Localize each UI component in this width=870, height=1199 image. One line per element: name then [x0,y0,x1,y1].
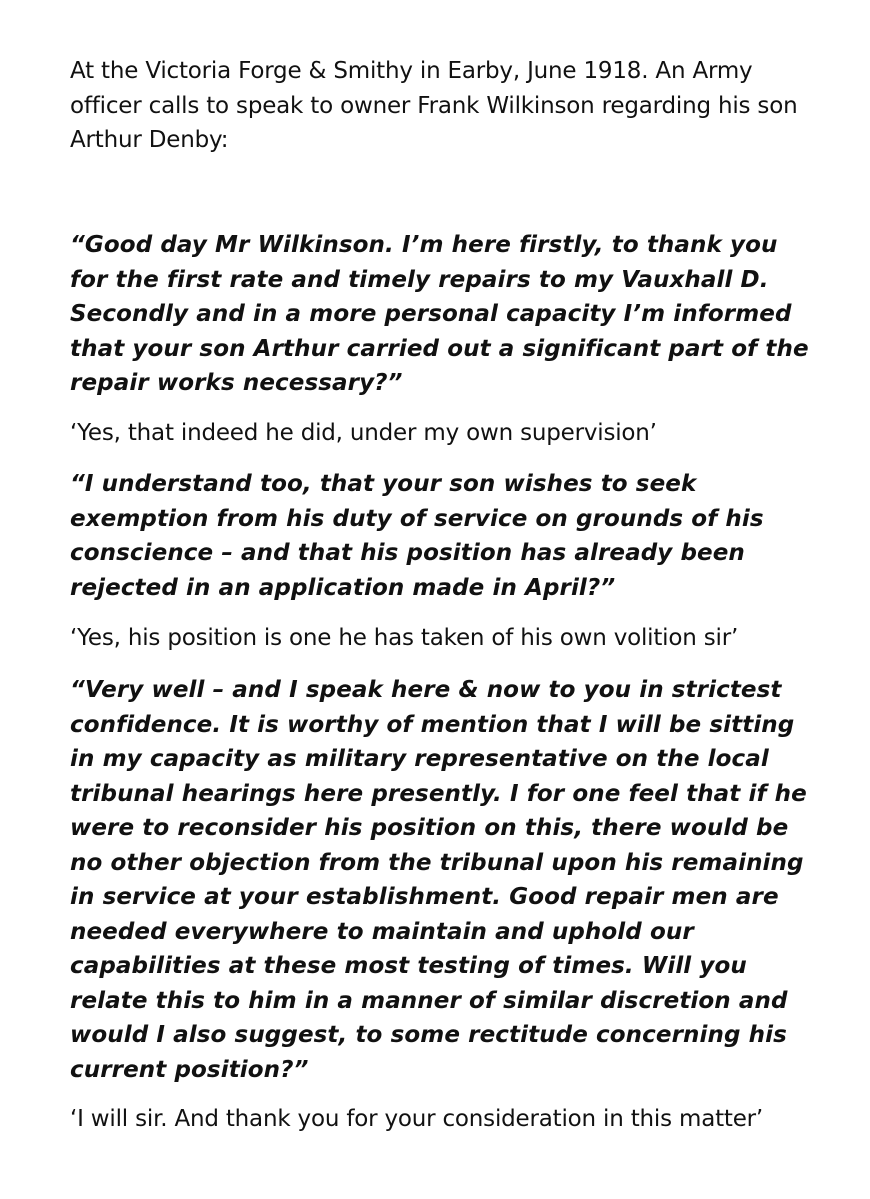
intro-paragraph: At the Victoria Forge & Smithy in Earby, June 1918. An Army officer calls to speak to owner Frank Wilkinson regarding his son Arthur Denby: [70,58,798,153]
officer-speech-3: “Very well – and I speak here & now to you in strictest confidence. It is worthy of mention that I will be sitting in my capacity as military representative on the local tribunal hearings here presently. I for one feel that if he were to reconsider his position on this, there would be no other objection from the tribunal upon his remaining in service at your establishment. Good repair men are needed everywhere to maintain and uphold our capabilities at these most testing of times. Will you relate this to him in a manner of similar discretion and would I also suggest, to some rectitude concerning his current position?” [70,677,807,1083]
reply-2: ‘Yes, his position is one he has taken of his own volition sir’ [70,625,739,651]
officer-speech-2: “I understand too, that your son wishes to seek exemption from his duty of service on grounds of his conscience – and that his position has already been rejected in an application made in April?” [70,471,764,601]
officer-speech-1: “Good day Mr Wilkinson. I’m here firstly, to thank you for the first rate and timely repairs to my Vauxhall D. Secondly and in a more personal capacity I’m informed that your son Arthur carried out a significant part of the repair works necessary?” [70,232,809,396]
reply-3: ‘I will sir. And thank you for your consideration in this matter’ [70,1106,764,1132]
reply-1: ‘Yes, that indeed he did, under my own supervision’ [70,420,657,446]
